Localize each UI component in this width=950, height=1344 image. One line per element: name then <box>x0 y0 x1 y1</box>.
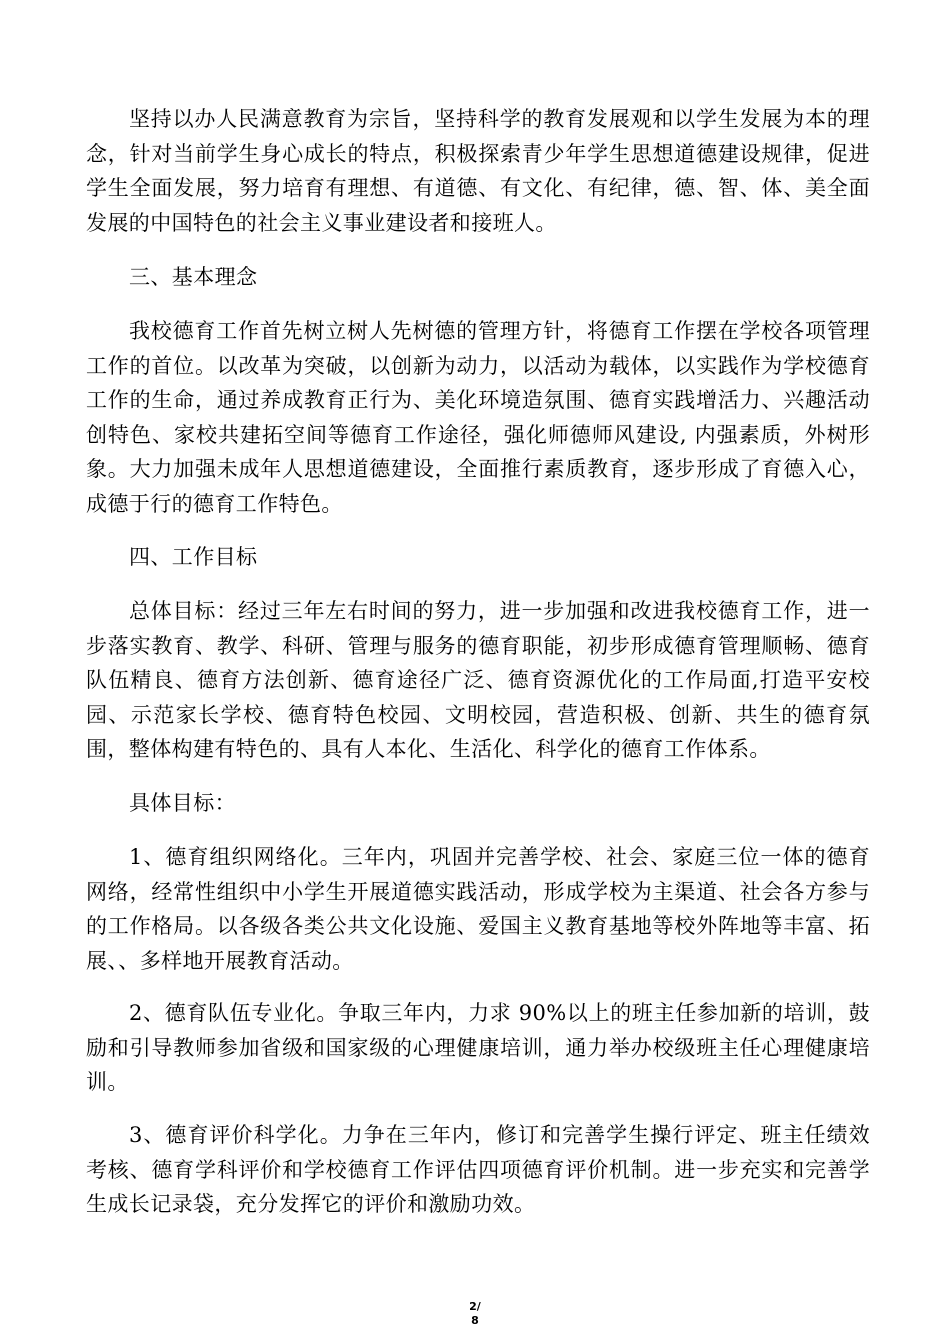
paragraph-goal-2: 2、德育队伍专业化。争取三年内，力求 90%以上的班主任参加新的培训，鼓励和引导教师参加省级和国家级的心理健康培训，通力举办校级班主任心理健康培训。 <box>86 1001 870 1094</box>
page-number-current: 2/ <box>469 1300 481 1313</box>
page-number-total: 8 <box>471 1314 479 1327</box>
paragraph-overall-goal: 总体目标：经过三年左右时间的努力，进一步加强和改进我校德育工作，进一步落实教育、教学、科研、管理与服务的德育职能，初步形成德育管理顺畅、德育队伍精良、德育方法创新、德育途径广泛、德育资源优化的工作局面,打造平安校园、示范家长学校、德育特色校园、文明校园，营造积极、创新、共生的德育氛围，整体构建有特色的、具有人本化、生活化、科学化的德育工作体系。 <box>86 599 870 761</box>
paragraph-goal-1: 1、德育组织网络化。三年内，巩固并完善学校、社会、家庭三位一体的德育网络，经常性组织中小学生开展道德实践活动，形成学校为主渠道、社会各方参与的工作格局。以各级各类公共文化设施、爱国主义教育基地等校外阵地等丰富、拓展、、多样地开展教育活动。 <box>86 845 870 973</box>
heading-specific-goals: 具体目标： <box>129 791 236 815</box>
paragraph-goal-3: 3、德育评价科学化。力争在三年内，修订和完善学生操行评定、班主任绩效考核、德育学科评价和学校德育工作评估四项德育评价机制。进一步充实和完善学生成长记录袋，充分发挥它的评价和激励功效。 <box>86 1123 870 1216</box>
heading-work-goals: 四、工作目标 <box>129 545 258 569</box>
page-number <box>460 1300 490 1328</box>
paragraph-basic-philosophy: 我校德育工作首先树立树人先树德的管理方针，将德育工作摆在学校各项管理工作的首位。以改革为突破，以创新为动力，以活动为载体，以实践作为学校德育工作的生命，通过养成教育正行为、美化环境造氛围、德育实践增活力、兴趣活动创特色、家校共建拓空间等德育工作途径，强化师德师风建设, 内强素质，外树形象。大力加强未成年人思想道德建设，全面推行素质教育，逐步形成了育德入心，成德于行的德育工作特色。 <box>86 319 870 516</box>
paragraph-mission: 坚持以办人民满意教育为宗旨，坚持科学的教育发展观和以学生发展为本的理念，针对当前学生身心成长的特点，积极探索青少年学生思想道德建设规律，促进学生全面发展，努力培育有理想、有道德、有文化、有纪律，德、智、体、美全面发展的中国特色的社会主义事业建设者和接班人。 <box>86 107 870 235</box>
heading-basic-philosophy: 三、基本理念 <box>129 265 258 289</box>
